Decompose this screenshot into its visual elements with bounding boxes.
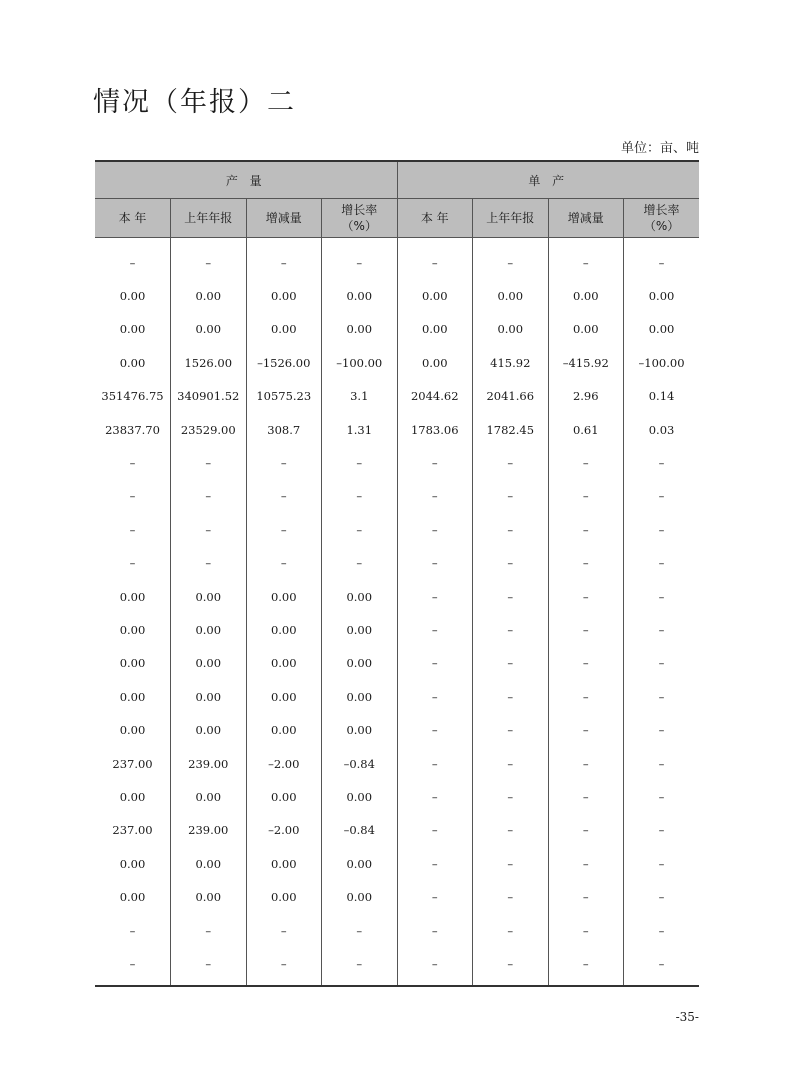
table-row (95, 346, 699, 379)
table-cell: –100.00 (322, 346, 398, 379)
group-header-output: 产 量 (95, 161, 397, 199)
table-cell: 2044.62 (397, 380, 473, 413)
table-cell: 0.00 (119, 789, 146, 804)
table-cell: – (322, 547, 398, 580)
table-cell: – (171, 238, 247, 280)
table-cell: 0.00 (119, 689, 146, 704)
table-cell: 10575.23 (246, 380, 322, 413)
table-cell: 0.00 (322, 713, 398, 746)
table-cell: – (548, 513, 624, 546)
table-cell: – (548, 947, 624, 985)
table-cell: 0.00 (473, 313, 549, 346)
table-cell: – (548, 713, 624, 746)
table-cell: 1783.06 (397, 413, 473, 446)
column-header-unit-yield-current-year: 本 年 (397, 199, 473, 238)
table-cell: 0.00 (246, 880, 322, 913)
table-cell: 0.00 (246, 613, 322, 646)
table-cell: 2041.66 (473, 380, 549, 413)
table-cell: – (171, 914, 247, 947)
table-cell: – (322, 947, 398, 985)
table-cell: 0.00 (246, 847, 322, 880)
table-cell: – (171, 446, 247, 479)
table-cell: 239.00 (171, 747, 247, 780)
table-cell: – (397, 238, 473, 280)
table-cell: 351476.75 (101, 389, 164, 404)
table-cell: – (129, 522, 136, 537)
table-cell: – (624, 480, 700, 513)
table-cell: – (171, 547, 247, 580)
table-cell: – (129, 556, 136, 571)
table-cell: – (548, 780, 624, 813)
table-row (95, 313, 699, 346)
table-row (95, 547, 699, 580)
table-cell: – (397, 947, 473, 985)
table-cell: 0.00 (397, 346, 473, 379)
table-row (95, 847, 699, 880)
table-cell: 0.00 (397, 279, 473, 312)
table-cell: 0.00 (246, 713, 322, 746)
table-cell: – (171, 947, 247, 985)
table-cell: – (473, 914, 549, 947)
table-row (95, 713, 699, 746)
table-cell: 0.00 (397, 313, 473, 346)
group-header-unit-yield: 单 产 (397, 161, 699, 199)
table-cell: – (473, 847, 549, 880)
column-header-output-current-year: 本 年 (95, 199, 171, 238)
table-cell: 2.96 (548, 380, 624, 413)
table-cell: –100.00 (624, 346, 700, 379)
table-cell: 415.92 (473, 346, 549, 379)
table-cell: 0.00 (322, 647, 398, 680)
table-cell: – (397, 880, 473, 913)
column-header-output-previous-year-report: 上年年报 (171, 199, 247, 238)
group-header-row (95, 161, 699, 199)
table-cell: 0.00 (119, 622, 146, 637)
table-cell: – (171, 480, 247, 513)
table-cell: 0.00 (322, 613, 398, 646)
table-cell: – (397, 580, 473, 613)
table-cell: – (246, 238, 322, 280)
table-cell: – (397, 480, 473, 513)
table-cell: 0.00 (171, 880, 247, 913)
table-cell: 0.00 (119, 856, 146, 871)
table-cell: 0.00 (322, 780, 398, 813)
table-cell: – (473, 480, 549, 513)
table-cell: – (473, 713, 549, 746)
table-cell: – (473, 647, 549, 680)
table-cell: – (624, 914, 700, 947)
table-cell: 0.00 (119, 723, 146, 738)
table-row (95, 513, 699, 546)
table-cell: – (548, 814, 624, 847)
table-cell: – (548, 613, 624, 646)
table-cell: 0.00 (322, 847, 398, 880)
table-cell: – (624, 847, 700, 880)
table-cell: – (473, 547, 549, 580)
table-cell: – (397, 613, 473, 646)
table-cell: 23529.00 (171, 413, 247, 446)
table-cell: – (624, 580, 700, 613)
table-cell: – (548, 580, 624, 613)
table-row (95, 238, 699, 280)
table-cell: – (397, 647, 473, 680)
table-row (95, 446, 699, 479)
table-cell: – (473, 613, 549, 646)
table-cell: – (624, 780, 700, 813)
table-cell: 0.00 (246, 580, 322, 613)
table-cell: – (548, 847, 624, 880)
table-cell: 237.00 (112, 756, 153, 771)
table-cell: 1782.45 (473, 413, 549, 446)
table-cell: – (624, 680, 700, 713)
table-cell: – (473, 747, 549, 780)
table-cell: – (322, 914, 398, 947)
table-cell: – (624, 238, 700, 280)
table-cell: 0.00 (322, 313, 398, 346)
table-row (95, 880, 699, 913)
column-header-output-change-amount: 增减量 (246, 199, 322, 238)
table-cell: – (548, 480, 624, 513)
table-cell: – (548, 446, 624, 479)
table-cell: – (473, 947, 549, 985)
table-cell: – (548, 914, 624, 947)
table-cell: 0.00 (171, 780, 247, 813)
table-cell: –2.00 (246, 747, 322, 780)
table-cell: 340901.52 (171, 380, 247, 413)
column-header-output-growth-rate: 增长率 （%） (322, 199, 398, 238)
table-row (95, 914, 699, 947)
table-cell: 0.00 (171, 580, 247, 613)
table-cell: 0.00 (171, 279, 247, 312)
table-cell: – (246, 547, 322, 580)
table-cell: – (624, 947, 700, 985)
table-cell: – (129, 255, 136, 270)
table-cell: – (397, 747, 473, 780)
table-cell: – (397, 914, 473, 947)
table-cell: 0.00 (119, 322, 146, 337)
unit-note: 单位：亩、吨 (620, 141, 699, 156)
table-cell: – (171, 513, 247, 546)
table-cell: – (246, 480, 322, 513)
table-cell: – (129, 489, 136, 504)
table-cell: – (397, 713, 473, 746)
table-row (95, 680, 699, 713)
table-cell: – (246, 446, 322, 479)
table-row (95, 647, 699, 680)
table-cell: – (548, 680, 624, 713)
table-cell: 23837.70 (105, 422, 160, 437)
table-cell: – (473, 513, 549, 546)
table-cell: 0.00 (548, 313, 624, 346)
table-row (95, 380, 699, 413)
column-header-row (95, 199, 699, 238)
table-cell: – (624, 814, 700, 847)
table-cell: 308.7 (246, 413, 322, 446)
table-cell: – (397, 680, 473, 713)
table-cell: – (397, 446, 473, 479)
table-cell: – (624, 613, 700, 646)
table-cell: 237.00 (112, 823, 153, 838)
table-cell: – (129, 923, 136, 938)
table-cell: 0.00 (624, 279, 700, 312)
table-row (95, 413, 699, 446)
table-cell: – (548, 647, 624, 680)
table-cell: 0.03 (624, 413, 700, 446)
table-cell: –0.84 (322, 747, 398, 780)
table-row (95, 780, 699, 813)
table-cell: – (322, 238, 398, 280)
table-cell: 0.00 (119, 355, 146, 370)
table-cell: – (548, 747, 624, 780)
table-row (95, 814, 699, 847)
statistics-table (95, 160, 699, 987)
table-cell: – (473, 446, 549, 479)
table-cell: – (624, 647, 700, 680)
table-cell: 0.00 (246, 780, 322, 813)
table-cell: – (548, 880, 624, 913)
table-cell: 0.00 (322, 580, 398, 613)
table-cell: 239.00 (171, 814, 247, 847)
table-cell: – (624, 747, 700, 780)
table-cell: – (624, 880, 700, 913)
table-cell: – (397, 847, 473, 880)
table-cell: – (473, 580, 549, 613)
table-row (95, 613, 699, 646)
table-cell: 3.1 (322, 380, 398, 413)
table-cell: 0.00 (171, 613, 247, 646)
table-cell: 0.00 (119, 890, 146, 905)
table-cell: – (397, 513, 473, 546)
table-cell: – (322, 513, 398, 546)
table-cell: 1.31 (322, 413, 398, 446)
table-cell: 0.00 (473, 279, 549, 312)
table-cell: –0.84 (322, 814, 398, 847)
table-cell: 0.00 (322, 279, 398, 312)
table-cell: – (624, 713, 700, 746)
table-cell: 0.00 (246, 680, 322, 713)
table-cell: –415.92 (548, 346, 624, 379)
column-header-unit-yield-growth-rate: 增长率 （%） (624, 199, 700, 238)
column-header-unit-yield-previous-year-report: 上年年报 (473, 199, 549, 238)
table-cell: 0.00 (171, 647, 247, 680)
table-cell: – (473, 780, 549, 813)
table-cell: 0.00 (322, 680, 398, 713)
table-body (95, 238, 699, 986)
table-row (95, 947, 699, 985)
table-cell: – (129, 456, 136, 471)
table-cell: – (624, 446, 700, 479)
table-cell: –2.00 (246, 814, 322, 847)
table-cell: – (397, 547, 473, 580)
table-row (95, 580, 699, 613)
table-cell: – (246, 947, 322, 985)
column-header-unit-yield-change-amount: 增减量 (548, 199, 624, 238)
page-title: 情况（年报）二 (93, 87, 296, 118)
table-cell: – (246, 513, 322, 546)
table-cell: 0.00 (246, 279, 322, 312)
table-cell: – (473, 680, 549, 713)
table-cell: 0.00 (246, 647, 322, 680)
table-cell: 0.00 (171, 313, 247, 346)
table-cell: 1526.00 (171, 346, 247, 379)
table-cell: – (397, 814, 473, 847)
table-cell: 0.61 (548, 413, 624, 446)
table-cell: – (322, 446, 398, 479)
table-row (95, 747, 699, 780)
table-cell: – (473, 238, 549, 280)
table-cell: 0.00 (322, 880, 398, 913)
table-cell: 0.00 (119, 656, 146, 671)
table-cell: – (473, 880, 549, 913)
table-cell: 0.00 (171, 713, 247, 746)
table-cell: – (95, 947, 171, 985)
table-row (95, 279, 699, 312)
table-cell: 0.00 (624, 313, 700, 346)
table-cell: – (322, 480, 398, 513)
table-cell: 0.00 (119, 289, 146, 304)
table-cell: – (624, 513, 700, 546)
table-cell: – (548, 238, 624, 280)
table-cell: – (548, 547, 624, 580)
table-cell: – (473, 814, 549, 847)
table-cell: 0.00 (171, 847, 247, 880)
table-cell: 0.00 (119, 589, 146, 604)
table-cell: 0.14 (624, 380, 700, 413)
table-cell: 0.00 (548, 279, 624, 312)
table-cell: 0.00 (171, 680, 247, 713)
table-cell: – (624, 547, 700, 580)
table-row (95, 480, 699, 513)
table-cell: – (246, 914, 322, 947)
page-number: -35- (675, 1010, 699, 1024)
table-cell: –1526.00 (246, 346, 322, 379)
table-cell: 0.00 (246, 313, 322, 346)
table-cell: – (397, 780, 473, 813)
